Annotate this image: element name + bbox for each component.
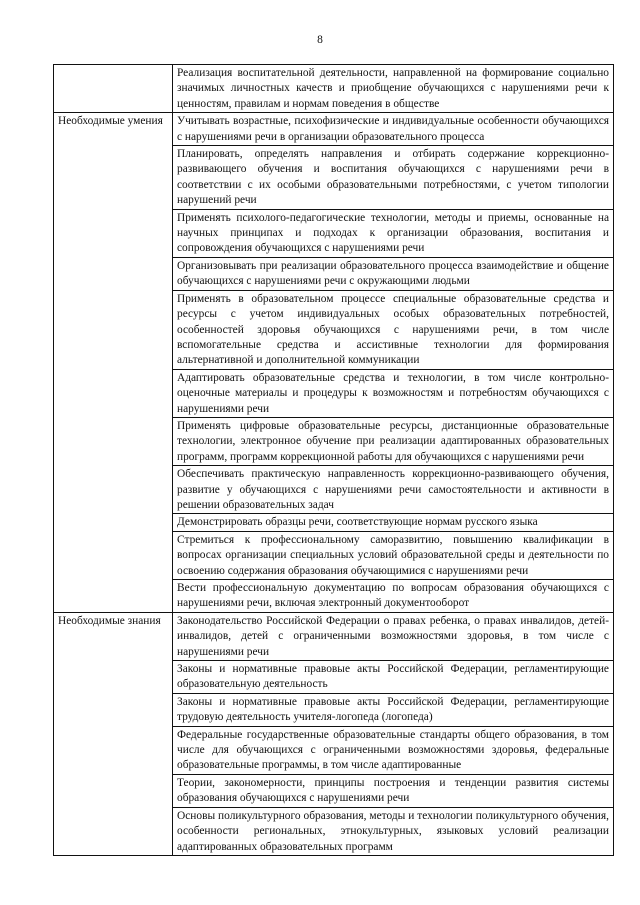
requirement-text: Организовывать при реализации образовательного процесса взаимодействие и общение обучающихся с нарушениями речи с окружающими людьми [173,257,614,290]
table-row [54,113,614,146]
requirement-text: Реализация воспитательной деятельности, направленной на формирование социально значимых личностных качеств и приобщение обучающихся с нарушениями речи к ценностям, правилам и нормам поведения в обществе [173,65,614,113]
requirement-text: Обеспечивать практическую направленность коррекционно-развивающего обучения, развитие у обучающихся с нарушениями речи самостоятельности и активности в решении образовательных задач [173,466,614,514]
requirement-text: Стремиться к профессиональному саморазвитию, повышению квалификации в вопросах организации специальных условий образовательной среды и деятельности по освоению содержания образования обучающимися с нарушениями речи [173,531,614,579]
requirement-text: Законодательство Российской Федерации о правах ребенка, о правах инвалидов, детей-инвалидов, детей с ограниченными возможностями здоровья, в том числе с нарушениями речи [173,612,614,660]
requirements-table [53,64,614,856]
row-label: Необходимые знания [54,612,173,855]
requirement-text: Учитывать возрастные, психофизические и индивидуальные особенности обучающихся с нарушениями речи в организации образовательного процесса [173,113,614,146]
requirement-text: Демонстрировать образцы речи, соответствующие нормам русского языка [173,514,614,531]
requirement-text: Основы поликультурного образования, методы и технологии поликультурного обучения, особенности региональных, этнокультурных, языковых условий реализации адаптированных образовательных программ [173,807,614,855]
row-label: Необходимые умения [54,113,173,613]
page-number: 8 [317,34,323,46]
requirement-text: Вести профессиональную документацию по вопросам образования обучающихся с нарушениями речи, включая электронный документооборот [173,580,614,613]
requirements-table-body [54,65,614,856]
table-row [54,612,614,660]
requirement-text: Теории, закономерности, принципы построения и тенденции развития системы образования обучающихся с нарушениями речи [173,774,614,807]
requirement-text: Применять в образовательном процессе специальные образовательные средства и ресурсы с учетом индивидуальных особых образовательных потребностей, особенностей здоровья обучающихся с нарушениями речи, в том числе вспомогательные средства и ассистивные технологии для формирования альтернативной и дополнительной коммуникации [173,290,614,369]
requirement-text: Применять психолого-педагогические технологии, методы и приемы, основанные на научных принципах и подходах к организации образования, воспитания и сопровождения обучающихся с нарушениями речи [173,209,614,257]
requirement-text: Законы и нормативные правовые акты Российской Федерации, регламентирующие образовательную деятельность [173,661,614,694]
requirement-text: Адаптировать образовательные средства и технологии, в том числе контрольно-оценочные материалы и процедуры к возможностям и потребностям обучающихся с нарушениями речи [173,369,614,417]
requirement-text: Федеральные государственные образовательные стандарты общего образования, в том числе для обучающихся с ограниченными возможностями здоровья, федеральные образовательные программы, в том числе адаптированные [173,726,614,774]
requirement-text: Планировать, определять направления и отбирать содержание коррекционно-развивающего обучения и воспитания обучающихся с нарушениями речи в соответствии с их особыми образовательными потребностями, с учетом типологии нарушений речи [173,146,614,210]
row-label [54,65,173,113]
requirement-text: Применять цифровые образовательные ресурсы, дистанционные образовательные технологии, электронное обучение при реализации адаптированных образовательных программ, программ коррекционной работы для обучающихся с нарушениями речи [173,417,614,465]
requirement-text: Законы и нормативные правовые акты Российской Федерации, регламентирующие трудовую деятельность учителя-логопеда (логопеда) [173,693,614,726]
table-row [54,65,614,113]
